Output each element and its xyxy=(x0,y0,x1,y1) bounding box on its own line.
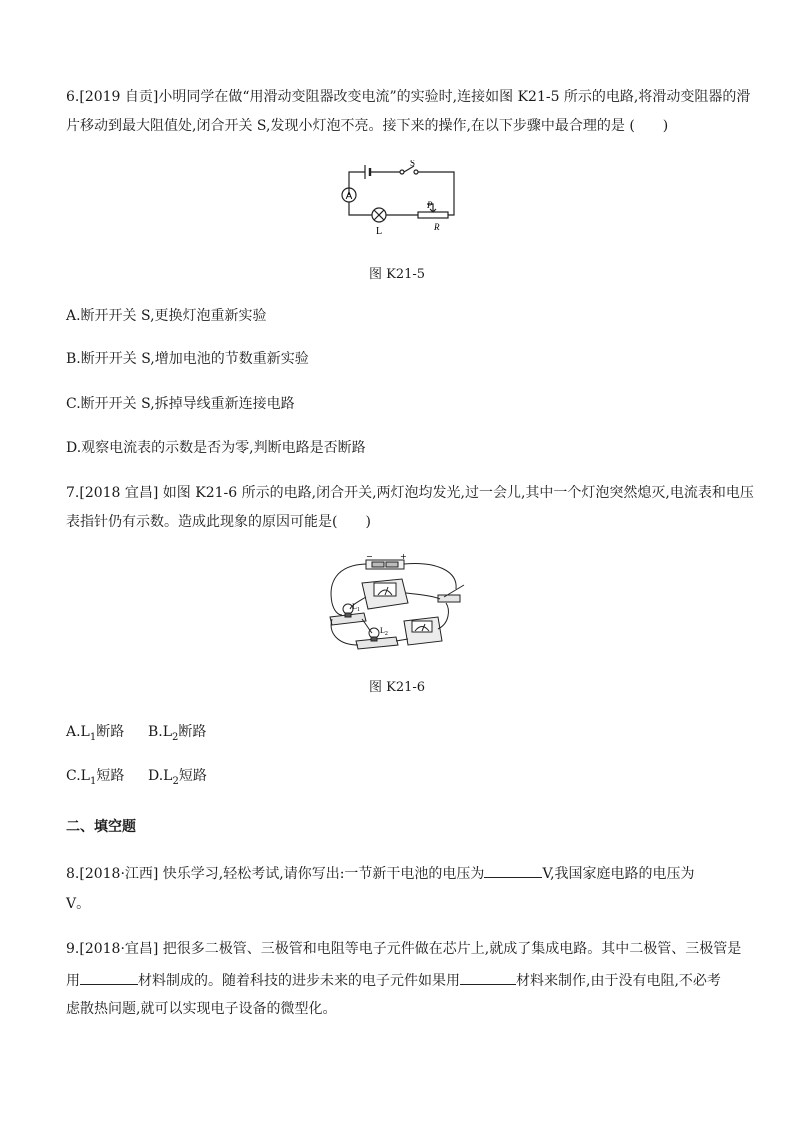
q9-text-a: 用 xyxy=(66,973,80,989)
q8-text-b: V,我国家庭电路的电压为 xyxy=(542,866,695,882)
q9-stem-line2 xyxy=(66,970,721,990)
q6-option-c[interactable]: C.断开开关 S,拆掉导线重新连接电路 xyxy=(66,396,295,412)
q9-text-c: 材料来制作,由于没有电阻,不必考 xyxy=(516,973,721,989)
q7-stem-line2: 表指针仍有示数。造成此现象的原因可能是( ) xyxy=(66,514,371,530)
q7-option-a-text: 断路 xyxy=(96,724,125,740)
q8-blank-1[interactable] xyxy=(484,863,542,878)
q6-stem-line2: 片移动到最大阻值处,闭合开关 S,发现小灯泡不亮。接下来的操作,在以下步骤中最合理的是 ( ) xyxy=(66,118,669,134)
slider-label: P xyxy=(427,200,433,210)
lamp-label: L xyxy=(376,226,383,237)
q7-option-b[interactable] xyxy=(148,721,206,743)
q7-option-d-sub: 2 xyxy=(172,775,179,787)
lamp-l1-label xyxy=(352,602,360,613)
ammeter-label: A xyxy=(345,191,353,202)
q9-stem-line3: 虑散热问题,就可以实现电子设备的微型化。 xyxy=(66,1001,337,1017)
figure-caption-k21-5: 图 K21-5 xyxy=(368,267,426,282)
q7-stem-line1: 7.[2018 宜昌] 如图 K21-6 所示的电路,闭合开关,两灯泡均发光,过一会儿,其中一个灯泡突然熄灭,电流表和电压 xyxy=(66,485,754,501)
q6-stem-line1: 6.[2019 自贡]小明同学在做“用滑动变阻器改变电流”的实验时,连接如图 K21-5 所示的电路,将滑动变阻器的滑 xyxy=(66,89,751,105)
resistor-label: R xyxy=(434,222,440,232)
lamp-l1-letter: L xyxy=(352,602,357,611)
q7-option-a-sub: 1 xyxy=(89,731,97,743)
q7-option-c-sub: 1 xyxy=(89,775,97,787)
q8-text-c: V。 xyxy=(66,896,91,912)
q6-option-d[interactable]: D.观察电流表的示数是否为零,判断电路是否断路 xyxy=(66,440,366,456)
q7-option-a[interactable] xyxy=(66,721,124,743)
switch-label: S xyxy=(410,160,416,168)
q6-option-b[interactable]: B.断开开关 S,增加电池的节数重新实验 xyxy=(66,351,309,367)
lamp-l2-letter: L xyxy=(380,626,385,635)
q7-option-c-text: 短路 xyxy=(96,768,125,784)
q7-option-b-prefix: B.L xyxy=(148,724,173,740)
q8-stem-line2 xyxy=(66,893,90,913)
figure-caption-k21-6: 图 K21-6 xyxy=(368,680,426,695)
q7-option-d-text: 短路 xyxy=(178,768,207,784)
lamp-l1-sub: 1 xyxy=(356,607,360,613)
q7-option-c-prefix: C.L xyxy=(66,768,90,784)
section-heading-fill-in: 二、填空题 xyxy=(66,819,136,835)
q6-option-a[interactable]: A.断开开关 S,更换灯泡重新实验 xyxy=(66,308,267,324)
q8-text-a: 8.[2018·江西] 快乐学习,轻松考试,请你写出:一节新干电池的电压为 xyxy=(66,866,485,882)
q9-text-b: 材料制成的。随着科技的进步未来的电子元件如果用 xyxy=(138,973,460,989)
q7-option-a-prefix: A.L xyxy=(66,724,90,740)
q7-option-b-sub: 2 xyxy=(172,731,179,743)
lamp-l2-label xyxy=(380,626,388,637)
q7-option-c[interactable] xyxy=(66,765,124,787)
lamp-l2-sub: 2 xyxy=(384,631,388,637)
q9-stem-line1: 9.[2018·宜昌] 把很多二极管、三极管和电阻等电子元件做在芯片上,就成了集成电路。其中二极管、三极管是 xyxy=(66,941,742,957)
q7-option-b-text: 断路 xyxy=(178,724,207,740)
q7-option-d[interactable] xyxy=(148,765,207,787)
circuit-diagram-k21-5 xyxy=(330,160,470,240)
battery-plus-label: + xyxy=(400,553,407,561)
q8-stem-line1 xyxy=(66,863,695,883)
circuit-photo-k21-6 xyxy=(326,553,472,655)
q7-option-d-prefix: D.L xyxy=(148,768,173,784)
q9-blank-1[interactable] xyxy=(80,970,138,985)
battery-minus-label: − xyxy=(366,553,373,561)
q9-blank-2[interactable] xyxy=(460,970,516,985)
